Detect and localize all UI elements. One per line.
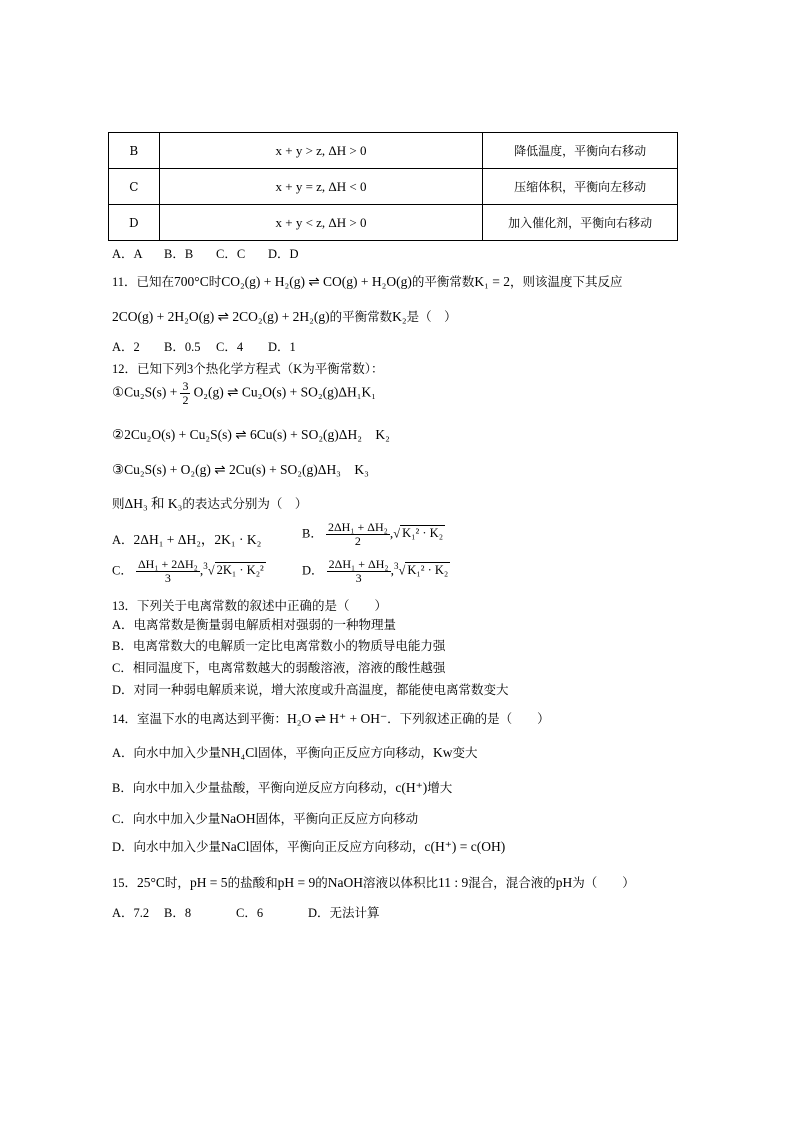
- q12-eq1: [112, 380, 376, 407]
- q11-stem: [112, 272, 622, 290]
- q12-eq1-frac-num: 3: [182, 379, 189, 393]
- q15-options: [112, 903, 380, 921]
- q12-option-b[interactable]: B． $\frac{\text{2ΔH₁ + ΔH₂}}{2}$ ,√ K₁² · K₂: [302, 520, 444, 548]
- q12-eq1-frac-den: 2: [182, 393, 189, 407]
- row-label: C: [109, 169, 160, 205]
- q10-option-b[interactable]: B．B: [164, 247, 194, 261]
- q11-k1-text: 的平衡常数: [411, 275, 475, 289]
- q12-eq3: ③Cu₂S(s) + O₂(g) ⇌ 2Cu(s) + SO₂(g)ΔH₃ K₃: [112, 462, 369, 477]
- q14-option-a[interactable]: [112, 743, 478, 761]
- table-row: [109, 169, 678, 205]
- q14-option-d-chem: NaCl: [221, 839, 250, 854]
- q12-option-d[interactable]: D． $\frac{\text{2ΔH₁ + ΔH₂}}{3}$ ,$^3$√ K₁² · K₂: [302, 557, 449, 585]
- row-label: B: [109, 133, 160, 169]
- q12-option-c-root-index: 3: [203, 561, 208, 572]
- q12-ask-post: 的表达式分别为（ ）: [182, 497, 308, 511]
- q14-stem-post: ．下列叙述正确的是（ ）: [387, 712, 550, 726]
- q15-base: NaOH: [327, 875, 363, 890]
- q11-mid: 时: [208, 275, 222, 289]
- q14-option-a-post: 变大: [452, 746, 478, 760]
- q12-ask: [112, 492, 307, 512]
- q11-options: [112, 337, 296, 355]
- q12-option-d-radicand: K₁² · K₂: [407, 563, 449, 578]
- q15-ratio: 11 : 9: [437, 875, 469, 890]
- q15-t4: 溶液以体积比: [362, 876, 438, 890]
- q15-t6: 为（ ）: [572, 876, 635, 890]
- q10-options: [112, 244, 299, 262]
- q11-option-d[interactable]: D．1: [268, 340, 296, 354]
- q12-option-c-den: 3: [164, 571, 171, 585]
- q12-option-c-label: C．: [112, 563, 133, 578]
- q15-t5: 混合，混合液的: [468, 876, 556, 890]
- row-change: 降低温度，平衡向右移动: [483, 133, 678, 169]
- q14-option-a-k: Kw: [433, 745, 453, 760]
- q12-stem: 12．已知下列3个热化学方程式（K为平衡常数）：: [112, 362, 384, 376]
- q11-stem-2: [112, 307, 457, 325]
- q12-option-a-expr: 2ΔH₁ + ΔH₂，2K₁ · K₂: [133, 532, 262, 547]
- q13-stem: 13．下列关于电离常数的叙述中正确的是（ ）: [112, 599, 388, 613]
- q15-stem: [112, 873, 635, 891]
- q11-k1: K₁ = 2: [474, 274, 510, 289]
- q14-option-d[interactable]: [112, 837, 505, 855]
- q12-option-a-label: A．: [112, 533, 134, 547]
- q15-ph1: pH = 5: [189, 875, 228, 890]
- q14-stem-pre: 14．室温下水的电离达到平衡：: [112, 712, 288, 726]
- q12-option-d-label: D．: [302, 563, 324, 578]
- q14-option-c-pre: C．向水中加入少量: [112, 812, 221, 826]
- q14-option-b-pre: B．向水中加入少量盐酸，平衡向逆反应方向移动，: [112, 781, 396, 795]
- row-label: D: [109, 205, 160, 241]
- q14-option-d-mid: 固体，平衡向正反应方向移动，: [249, 840, 425, 854]
- q15-t3: 的: [315, 876, 328, 890]
- q14-option-b-expr: c(H⁺): [395, 780, 428, 795]
- q11-ask: 是（ ）: [406, 310, 457, 324]
- q15-ph2: pH = 9: [277, 875, 316, 890]
- q11-temp: 700°C: [174, 274, 209, 289]
- q14-option-a-mid: 固体，平衡向正反应方向移动，: [258, 746, 434, 760]
- q15-option-b[interactable]: B．8: [164, 906, 192, 920]
- q15-ph: pH: [555, 875, 573, 890]
- q11-intro: 11．已知在: [112, 275, 175, 289]
- q10-option-a[interactable]: A．A: [112, 247, 143, 261]
- q14-option-a-pre: A．向水中加入少量: [112, 746, 222, 760]
- q12-option-c-radicand: 2K₁ · K₂²: [216, 563, 264, 578]
- q10-option-c[interactable]: C．C: [216, 247, 246, 261]
- q12-option-c[interactable]: C． $\frac{\text{ΔH₁ + 2ΔH₂}}{3}$ ,$^3$√ 2K₁ · K₂²: [112, 557, 264, 585]
- q12-eq1-fraction: [180, 380, 190, 407]
- q11-reaction2: 2CO(g) + 2H₂O(g) ⇌ 2CO₂(g) + 2H₂(g): [112, 309, 330, 324]
- q12-option-d-num: 2ΔH₁ + ΔH₂: [328, 557, 389, 571]
- option-table: [108, 132, 678, 241]
- q14-option-d-pre: D．向水中加入少量: [112, 840, 222, 854]
- q12-ask-sym: ΔH₃ 和 K₃: [124, 496, 183, 511]
- q15-option-d[interactable]: D．无法计算: [308, 906, 380, 920]
- q11-k2-text: 的平衡常数: [329, 310, 393, 324]
- q15-temp: 25°C: [137, 875, 165, 890]
- q12-option-b-label: B．: [302, 526, 323, 541]
- q14-option-b[interactable]: [112, 778, 452, 796]
- q15-option-c[interactable]: C．6: [236, 906, 264, 920]
- q12-option-a[interactable]: [112, 528, 261, 548]
- q15-t1: 时，: [164, 876, 190, 890]
- q11-tail: ，则该温度下其反应: [509, 275, 623, 289]
- row-condition: x + y = z, ΔH < 0: [159, 169, 483, 205]
- q13-option-d[interactable]: D．对同一种弱电解质来说，增大浓度或升高温度，都能使电离常数变大: [112, 683, 509, 697]
- q15-t2: 的盐酸和: [227, 876, 278, 890]
- q12-eq1-post: O₂(g) ⇌ Cu₂O(s) + SO₂(g)ΔH₁K₁: [193, 384, 376, 400]
- q12-option-c-fraction: [136, 558, 200, 585]
- q13-option-b[interactable]: B．电离常数大的电解质一定比电离常数小的物质导电能力强: [112, 639, 446, 653]
- q11-reaction1: CO₂(g) + H₂(g) ⇌ CO(g) + H₂O(g): [221, 274, 412, 289]
- q12-option-b-fraction: [326, 521, 390, 548]
- q15-option-a[interactable]: A．7.2: [112, 906, 150, 920]
- q11-option-b[interactable]: B．0.5: [164, 340, 201, 354]
- row-condition: x + y < z, ΔH > 0: [159, 205, 483, 241]
- q12-option-c-sqrt: √ 2K₁ · K₂²: [207, 563, 264, 578]
- q12-option-d-sqrt: √ K₁² · K₂: [398, 563, 449, 578]
- q14-option-a-chem: NH₄Cl: [221, 745, 258, 760]
- q12-option-b-den: 2: [354, 534, 361, 548]
- table-row: [109, 205, 678, 241]
- q12-option-d-root-index: 3: [393, 561, 399, 572]
- q12-option-c-num: ΔH₁ + 2ΔH₂: [137, 557, 198, 571]
- q14-stem-eq: H₂O ⇌ H⁺ + OH⁻: [287, 711, 388, 726]
- q12-ask-pre: 则: [112, 497, 125, 511]
- q14-stem: [112, 709, 550, 727]
- row-change: 加入催化剂，平衡向右移动: [483, 205, 678, 241]
- q11-option-a[interactable]: A．2: [112, 340, 140, 354]
- q11-option-c[interactable]: C．4: [216, 340, 244, 354]
- q13-option-a[interactable]: A．电离常数是衡量弱电解质相对强弱的一种物理量: [112, 618, 397, 632]
- table-row: [109, 133, 678, 169]
- q12-eq2: ②2Cu₂O(s) + Cu₂S(s) ⇌ 6Cu(s) + SO₂(g)ΔH₂ K₂: [112, 427, 390, 442]
- q12-option-d-den: 3: [355, 571, 362, 585]
- q14-option-c[interactable]: [112, 809, 418, 827]
- q14-option-b-post: 增大: [427, 781, 453, 795]
- q13-option-c[interactable]: C．相同温度下，电离常数越大的弱酸溶液，溶液的酸性越强: [112, 661, 446, 675]
- q14-option-d-expr: c(H⁺) = c(OH): [424, 839, 506, 854]
- q11-k2: K₂: [392, 309, 407, 324]
- q12-option-b-sqrt: √ K₁² · K₂: [393, 526, 444, 541]
- q14-option-c-chem: NaOH: [220, 811, 256, 826]
- q14-option-c-post: 固体，平衡向正反应方向移动: [255, 812, 419, 826]
- q12-option-d-fraction: [327, 558, 391, 585]
- q12-eq1-pre: ①Cu₂S(s) +: [112, 384, 178, 400]
- row-condition: x + y > z, ΔH > 0: [159, 133, 483, 169]
- q12-option-b-num: 2ΔH₁ + ΔH₂: [327, 520, 388, 534]
- q12-option-b-radicand: K₁² · K₂: [402, 526, 444, 541]
- q10-option-d[interactable]: D．D: [268, 247, 299, 261]
- row-change: 压缩体积，平衡向左移动: [483, 169, 678, 205]
- q15-num: 15．: [112, 876, 138, 890]
